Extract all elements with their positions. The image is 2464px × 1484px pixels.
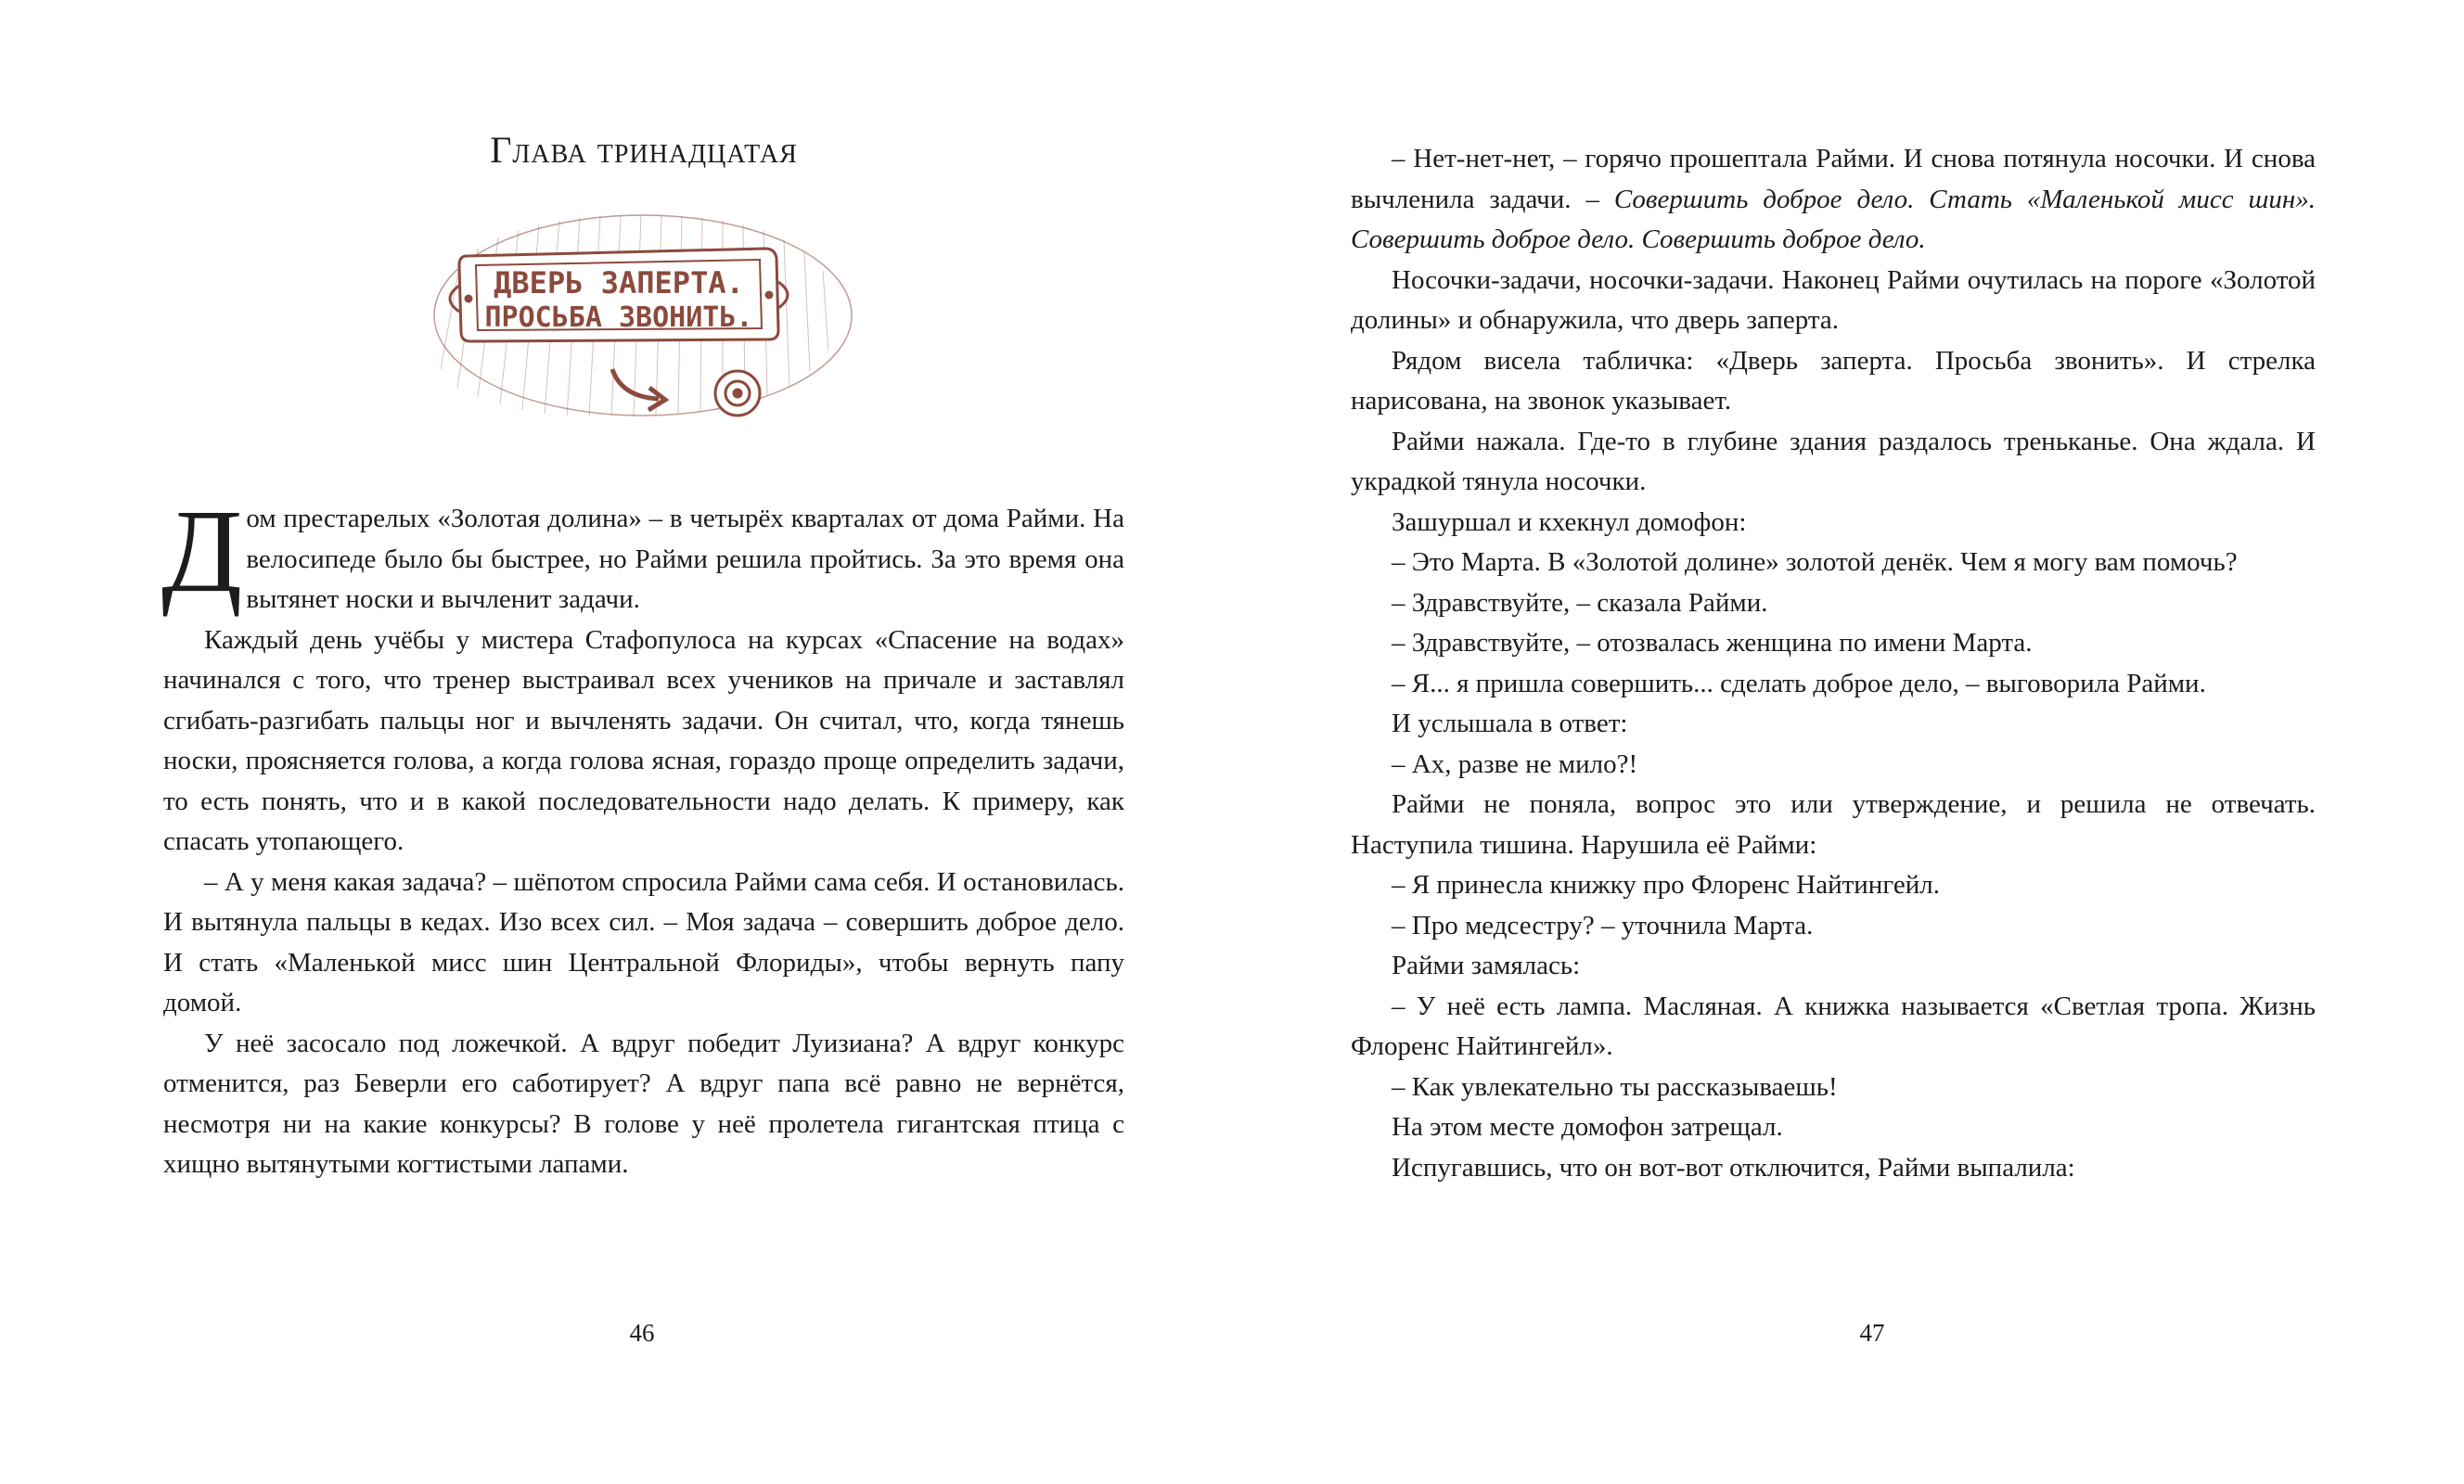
paragraph: – Это Марта. В «Золотой долине» золотой денёк. Чем я могу вам помочь? xyxy=(1392,547,2238,577)
paragraph: – Как увлекательно ты рассказываешь! xyxy=(1392,1071,1838,1102)
paragraph: И услышала в ответ: xyxy=(1392,709,1628,738)
paragraph: – Здравствуйте, – отозвалась женщина по имени Марта. xyxy=(1392,628,2033,658)
right-page xyxy=(1232,0,2464,1484)
drop-cap: Д xyxy=(161,485,243,617)
paragraph: Испугавшись, что он вот-вот отключится, Райми выпалила: xyxy=(1392,1152,2075,1183)
chapter-title: Глава тринадцатая xyxy=(490,129,798,171)
sign-line-1: ДВЕРЬ ЗАПЕРТА. xyxy=(494,265,744,301)
right-page-body xyxy=(1351,139,2316,1188)
paragraph: Райми замялась: xyxy=(1392,951,1581,980)
italic-text: Совершить доброе дело. Стать «Маленькой мисс шин». Совершить доброе дело. Совершить доброе дело. xyxy=(1351,184,2316,254)
paragraph: – Про медсестру? – уточнила Марта. xyxy=(1392,910,1814,940)
paragraph: – А у меня какая задача? – шёпотом спросила Райми сама себя. И остановилась. И вытянула пальцы в кедах. Изо всех сил. – Моя задача – совершить доброе дело. И стать «Маленькой мисс шин Центральной Флориды», чтобы вернуть папу домой. xyxy=(163,866,1124,1017)
paragraph: На этом месте домофон затрещал. xyxy=(1392,1112,1783,1142)
sign-line-2: ПРОСЬБА ЗВОНИТЬ. xyxy=(484,301,753,334)
paragraph-text: ом престарелых «Золотая долина» – в четырёх кварталах от дома Райми. На велосипеде было бы быстрее, но Райми решила пройтись. За это время она вытянет носки и вычленит задачи. xyxy=(246,504,1124,614)
left-page-body xyxy=(161,485,1124,1185)
paragraph-text: – Нет-нет-нет, – горячо прошептала Райми. И снова потянула носочки. И снова вычленила задачи. – xyxy=(1351,144,2316,214)
paragraph: Райми нажала. Где-то в глубине здания раздалось треньканье. Она ждала. И украдкой тянула носочки. xyxy=(1351,426,2316,496)
paragraph xyxy=(1351,139,2316,261)
paragraph: Рядом висела табличка: «Дверь заперта. Просьба звонить». И стрелка нарисована, на звонок указывает. xyxy=(1351,345,2316,416)
page-number: 46 xyxy=(629,1319,655,1347)
paragraph: Каждый день учёбы у мистера Стафопулоса на курсах «Спасение на водах» начинался с того, что тренер выстраивал всех учеников на причале и заставлял сгибать-разгибать пальцы ног и вычленять задачи. Он считал, что, когда тянешь носки, проясняется голова, а когда голова ясная, гораздо проще определить задачи, то есть понять, что и в какой последовательности надо делать. К примеру, как спасать утопающего. xyxy=(163,624,1124,856)
paragraph: У неё засосало под ложечкой. А вдруг победит Луизиана? А вдруг конкурс отменится, раз Беверли его саботирует? А вдруг папа всё равно не вернётся, несмотря ни на какие конкурсы? В голове у неё пролетела гигантская птица с хищно вытянутыми когтистыми лапами. xyxy=(163,1028,1124,1179)
door-sign-illustration xyxy=(422,211,858,453)
paragraph: – Здравствуйте, – сказала Райми. xyxy=(1392,587,1768,618)
paragraph xyxy=(161,485,1124,620)
paragraph: Зашуршал и кхекнул домофон: xyxy=(1392,506,1747,537)
paragraph: – Я принесла книжку про Флоренс Найтингейл. xyxy=(1392,870,1940,900)
paragraph: Райми не поняла, вопрос это или утверждение, и решила не отвечать. Наступила тишина. Нарушила её Райми: xyxy=(1351,789,2316,860)
paragraph: – У неё есть лампа. Масляная. А книжка называется «Светлая тропа. Жизнь Флоренс Найтингейл». xyxy=(1351,991,2316,1061)
paragraph: – Ах, разве не мило?! xyxy=(1392,748,1638,779)
paragraph: Носочки-задачи, носочки-задачи. Наконец Райми очутилась на пороге «Золотой долины» и обнаружила, что дверь заперта. xyxy=(1351,264,2316,335)
paragraph: – Я... я пришла совершить... сделать доброе дело, – выговорила Райми. xyxy=(1392,668,2206,698)
page-number: 47 xyxy=(1859,1319,1885,1347)
